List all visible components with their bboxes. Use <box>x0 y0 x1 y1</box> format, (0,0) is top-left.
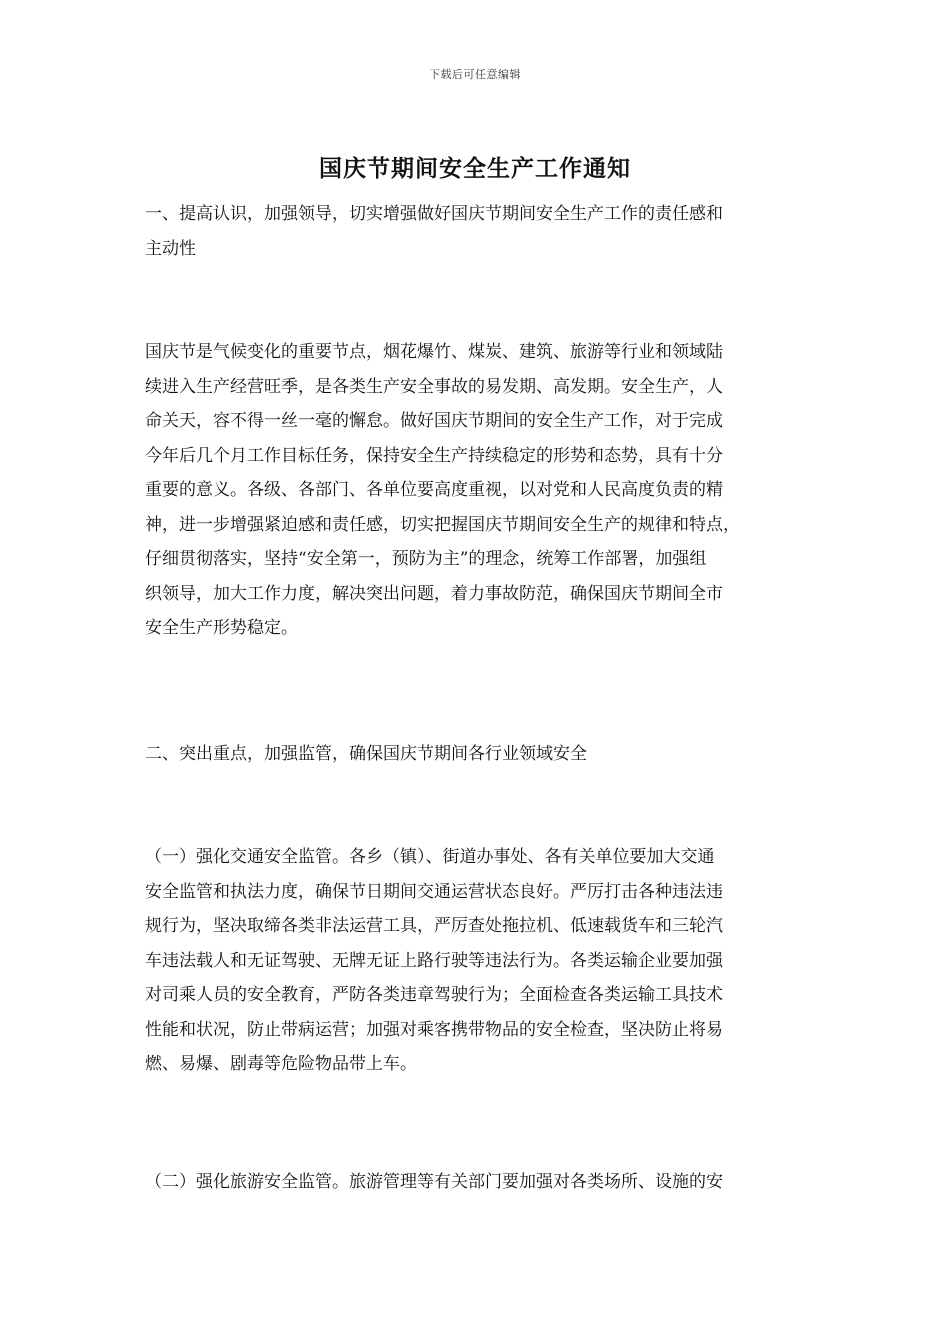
text-line: 仔细贯彻落实，坚持“安全第一，预防为主”的理念，统筹工作部署，加强组 <box>145 549 707 569</box>
text-line: 燃、易爆、剧毒等危险物品带上车。 <box>145 1054 417 1074</box>
text-line: 今年后几个月工作目标任务，保持安全生产持续稳定的形势和态势，具有十分 <box>145 445 723 466</box>
document-title: 国庆节期间安全生产工作通知 <box>319 155 631 182</box>
text-line: 性能和状况，防止带病运营；加强对乘客携带物品的安全检查，坚决防止将易 <box>145 1019 723 1040</box>
text-line: 主动性 <box>145 238 196 259</box>
text-line: 重要的意义。各级、各部门、各单位要高度重视，以对党和人民高度负责的精 <box>145 480 723 500</box>
text-line: （二）强化旅游安全监管。旅游管理等有关部门要加强对各类场所、设施的安 <box>145 1172 723 1192</box>
text-line: 车违法载人和无证驾驶、无牌无证上路行驶等违法行为。各类运输企业要加强 <box>145 950 723 971</box>
subsection2-paragraph <box>145 1165 825 1200</box>
section1-heading <box>145 197 825 266</box>
text-line: 一、提高认识，加强领导，切实增强做好国庆节期间安全生产工作的责任感和 <box>145 204 723 224</box>
text-line: 续进入生产经营旺季，是各类生产安全事故的易发期、高发期。安全生产，人 <box>145 376 723 397</box>
text-line: 命关天，容不得一丝一毫的懈怠。做好国庆节期间的安全生产工作，对于完成 <box>145 411 723 431</box>
text-line: 安全生产形势稳定。 <box>145 618 298 638</box>
text-line: （一）强化交通安全监管。各乡（镇）、街道办事处、各有关单位要加大交通 <box>145 847 715 867</box>
text-line: 神，进一步增强紧迫感和责任感，切实把握国庆节期间安全生产的规律和特点， <box>145 514 740 535</box>
text-line: 织领导，加大工作力度，解决突出问题，着力事故防范，确保国庆节期间全市 <box>145 583 723 604</box>
text-line: 规行为，坚决取缔各类非法运营工具，严厉查处拖拉机、低速载货车和三轮汽 <box>145 916 723 936</box>
text-line: 安全监管和执法力度，确保节日期间交通运营状态良好。严厉打击各种违法违 <box>145 881 723 902</box>
text-line: 国庆节是气候变化的重要节点，烟花爆竹、煤炭、建筑、旅游等行业和领域陆 <box>145 342 723 362</box>
section1-paragraph <box>145 335 825 646</box>
header-note: 下载后可任意编辑 <box>429 68 521 81</box>
text-line: 对司乘人员的安全教育，严防各类违章驾驶行为；全面检查各类运输工具技术 <box>145 985 723 1005</box>
text-line: 二、突出重点，加强监管，确保国庆节期间各行业领域安全 <box>145 744 587 764</box>
subsection1-paragraph <box>145 840 825 1082</box>
section2-heading <box>145 737 825 772</box>
